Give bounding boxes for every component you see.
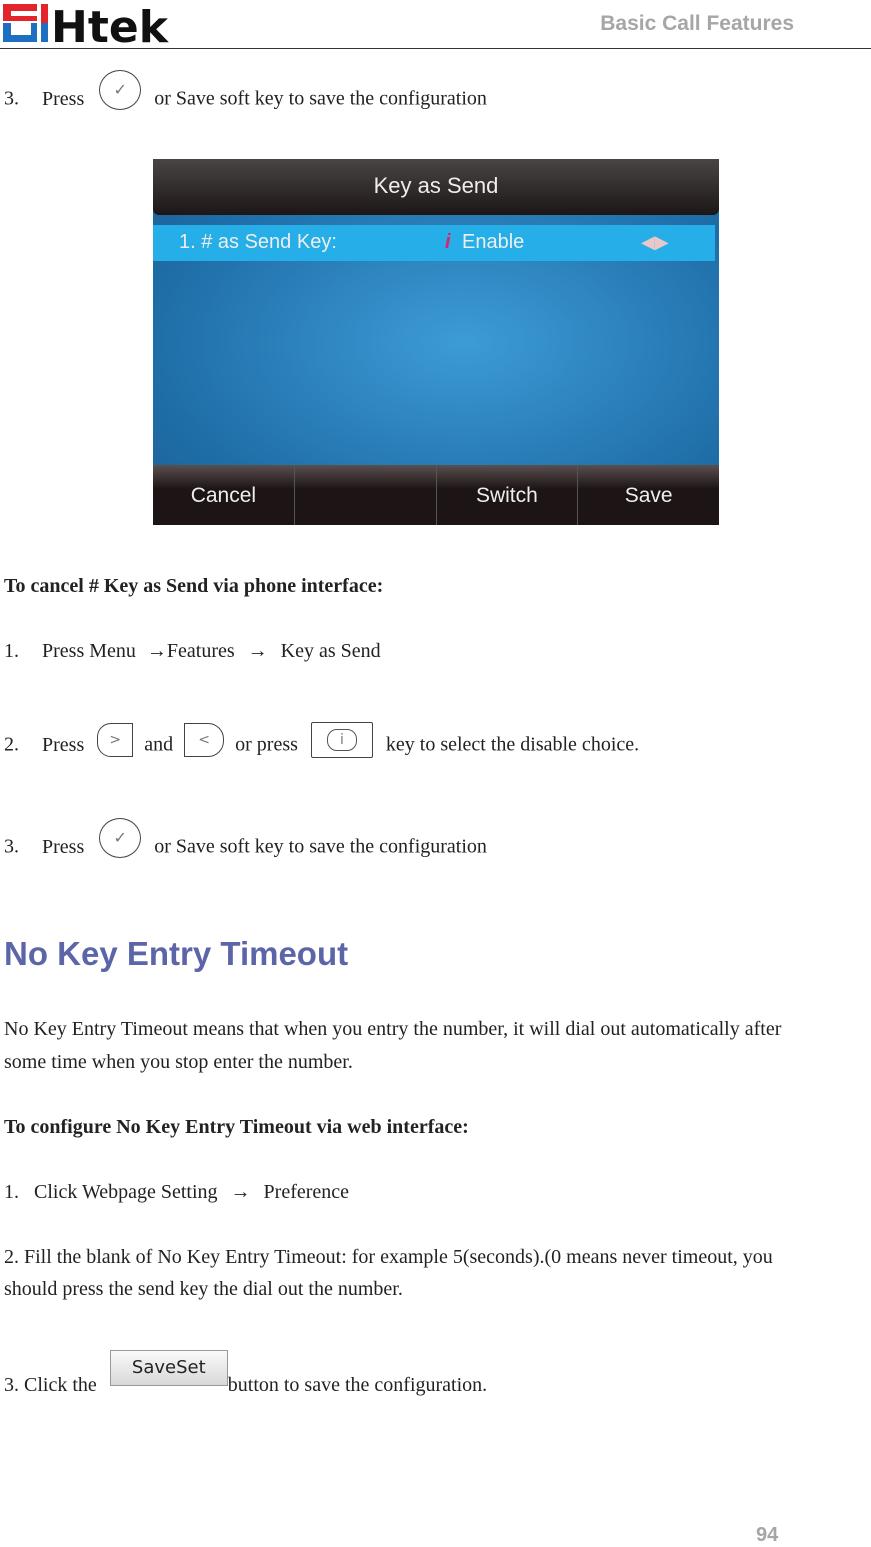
ok-key-icon: ✓: [99, 70, 141, 110]
softkey-bar: [153, 465, 719, 525]
web-step-2: 2. Fill the blank of No Key Entry Timeout: for example 5(seconds).(0 means never timeout, you: [4, 1246, 773, 1268]
left-key-icon: <: [184, 723, 224, 757]
softkey-save[interactable]: Save: [624, 484, 673, 507]
step-text: or Save soft key to save the configuration: [154, 835, 487, 858]
softkey-empty[interactable]: [295, 465, 437, 525]
step-text: button to save the configuration.: [227, 1373, 488, 1396]
header-title: Basic Call Features: [600, 12, 794, 35]
arrow-icon: →: [230, 1181, 251, 1203]
setting-value: Enable: [462, 231, 525, 253]
header-divider: [0, 48, 871, 49]
step-text: Preference: [263, 1181, 350, 1203]
web-step-2-cont: should press the send key the dial out the number.: [4, 1278, 403, 1300]
web-step-1: [4, 1181, 349, 1204]
phone-title: Key as Send: [153, 159, 719, 215]
step-text: key to select the disable choice.: [385, 733, 640, 756]
step-3-save: [4, 80, 487, 120]
step-number: 3.: [4, 835, 19, 858]
step-text: Press: [42, 733, 85, 756]
htek-logo: [3, 2, 193, 44]
info-key-icon: i: [311, 722, 373, 758]
step-number: 2.: [4, 733, 19, 756]
step-number: 3.: [4, 87, 19, 110]
step-text: Press Menu: [42, 640, 136, 662]
step-text: and: [144, 733, 174, 756]
section-title: No Key Entry Timeout: [4, 935, 349, 972]
phone-setting-row: [153, 225, 715, 261]
phone-screen: [153, 159, 719, 525]
cancel-step-3: [4, 828, 487, 868]
step-text: →Features: [146, 640, 235, 662]
svg-text:Htek: Htek: [51, 2, 168, 44]
step-text: Press: [42, 835, 85, 858]
cancel-step-2: [4, 728, 639, 764]
page-number: 94: [756, 1524, 779, 1546]
section-desc: some time when you stop enter the number.: [4, 1051, 353, 1073]
step-text: or press: [235, 733, 298, 756]
step-text: or Save soft key to save the configuration: [154, 87, 487, 110]
left-right-arrows-icon: ◀▶: [641, 232, 669, 252]
web-step-3: [4, 1350, 488, 1396]
softkey-cancel[interactable]: Cancel: [153, 465, 295, 525]
step-text: Key as Send: [280, 640, 381, 662]
cancel-heading: To cancel # Key as Send via phone interface:: [4, 575, 384, 597]
step-text: 3. Click the: [4, 1373, 97, 1396]
step-text: 1. Click Webpage Setting: [4, 1181, 218, 1203]
step-text: Press: [42, 87, 85, 110]
setting-label: 1. # as Send Key:: [179, 231, 337, 253]
arrow-icon: →: [247, 640, 268, 662]
saveset-button[interactable]: SaveSet: [110, 1350, 228, 1386]
section-desc: No Key Entry Timeout means that when you entry the number, it will dial out automatically after: [4, 1018, 782, 1040]
cancel-step-1: [4, 640, 381, 663]
web-heading: To configure No Key Entry Timeout via web interface:: [4, 1116, 469, 1138]
step-number: 1.: [4, 640, 19, 662]
right-key-icon: >: [97, 723, 133, 757]
ok-key-icon: ✓: [99, 818, 141, 858]
info-icon: i: [445, 231, 451, 253]
softkey-switch[interactable]: Switch: [437, 465, 579, 525]
